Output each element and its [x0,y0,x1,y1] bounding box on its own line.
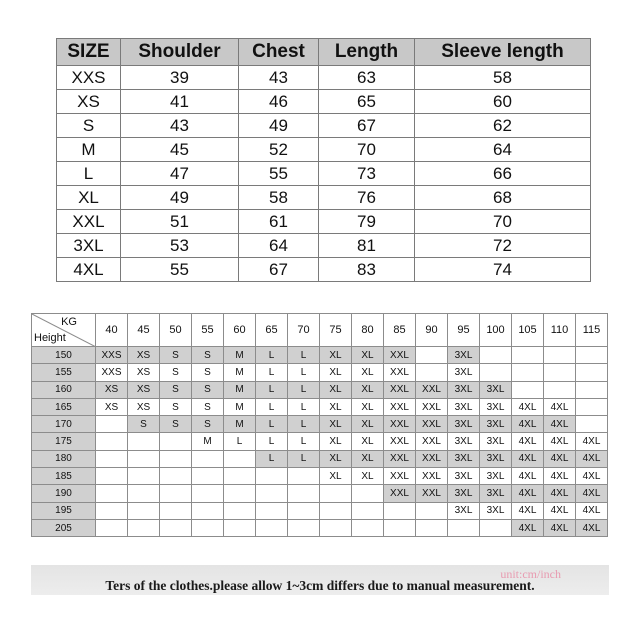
size-recommendation-cell [512,381,544,398]
size-recommendation-cell [192,468,224,485]
size-chart-cell: 43 [239,66,319,90]
size-chart-row [57,234,591,258]
size-recommendation-cell: 4XL [512,416,544,433]
size-recommendation-cell [576,398,608,415]
weight-header-cell: 85 [384,314,416,347]
size-recommendation-cell: M [224,381,256,398]
size-recommendation-cell: XL [320,433,352,450]
size-recommendation-cell [224,485,256,502]
size-recommendation-cell: 3XL [480,381,512,398]
size-recommendation-cell [128,433,160,450]
weight-header-cell: 80 [352,314,384,347]
size-recommendation-cell: 4XL [544,433,576,450]
height-cell: 205 [32,519,96,536]
size-chart-cell: 76 [319,186,415,210]
size-recommendation-cell: L [256,398,288,415]
size-recommendation-cell: XXL [384,450,416,467]
size-recommendation-cell [576,416,608,433]
weight-header-cell: 50 [160,314,192,347]
size-chart-cell: 58 [239,186,319,210]
size-chart-header-cell: Length [319,39,415,66]
size-recommendation-cell: XXL [384,398,416,415]
size-chart-cell: M [57,138,121,162]
size-recommendation-cell: XXL [416,450,448,467]
size-recommendation-cell: M [224,364,256,381]
size-recommendation-cell [256,485,288,502]
size-chart-cell: 70 [415,210,591,234]
size-recommendation-cell [224,468,256,485]
size-recommendation-cell: 4XL [512,398,544,415]
size-recommendation-cell: XXL [416,381,448,398]
size-recommendation-cell: S [192,364,224,381]
size-recommendation-cell: 3XL [480,398,512,415]
size-recommendation-cell: XXL [384,416,416,433]
height-cell: 175 [32,433,96,450]
weight-header-cell: 115 [576,314,608,347]
size-chart-cell: 46 [239,90,319,114]
size-chart-cell: 58 [415,66,591,90]
size-recommendation-cell [128,502,160,519]
size-recommendation-cell: 3XL [448,364,480,381]
size-chart-row [57,186,591,210]
size-recommendation-cell [320,485,352,502]
size-chart-cell: 52 [239,138,319,162]
height-cell: 165 [32,398,96,415]
height-cell: 180 [32,450,96,467]
size-chart-cell: 64 [415,138,591,162]
size-recommendation-cell: XS [96,398,128,415]
size-recommendation-cell: XXL [384,364,416,381]
size-recommendation-cell: XXS [96,347,128,364]
size-recommendation-cell: XXL [384,381,416,398]
size-recommendation-cell [224,502,256,519]
size-chart-cell: 74 [415,258,591,282]
size-chart-cell: 63 [319,66,415,90]
size-recommendation-cell [416,364,448,381]
size-recommendation-cell [160,468,192,485]
size-recommendation-cell [96,502,128,519]
weight-header-row [32,314,608,347]
size-recommendation-cell: L [288,450,320,467]
size-recommendation-cell: XL [352,398,384,415]
size-chart-cell: 39 [121,66,239,90]
size-recommendation-cell: 3XL [448,398,480,415]
size-chart-cell: 65 [319,90,415,114]
size-recommendation-cell: L [288,433,320,450]
weight-header-cell: 45 [128,314,160,347]
size-recommendation-cell: XXL [416,398,448,415]
size-chart-cell: 51 [121,210,239,234]
size-chart-cell: 72 [415,234,591,258]
size-recommendation-cell: XL [352,450,384,467]
size-recommendation-cell: XXL [416,468,448,485]
size-chart-cell: 55 [121,258,239,282]
size-recommendation-cell: XL [352,364,384,381]
size-recommendation-cell [288,502,320,519]
size-recommendation-cell: 4XL [544,519,576,536]
size-recommendation-cell: L [288,381,320,398]
size-recommendation-cell: 3XL [480,502,512,519]
size-recommendation-cell [544,381,576,398]
size-recommendation-cell [128,485,160,502]
size-recommendation-cell [256,468,288,485]
height-row [32,485,608,502]
size-recommendation-cell [96,485,128,502]
weight-header-cell: 65 [256,314,288,347]
size-recommendation-cell [480,347,512,364]
size-chart-cell: 43 [121,114,239,138]
size-recommendation-cell: XL [352,381,384,398]
size-recommendation-cell: 3XL [480,433,512,450]
size-chart-table [56,38,591,282]
size-recommendation-cell: 4XL [512,485,544,502]
height-row [32,433,608,450]
size-recommendation-cell: 3XL [480,416,512,433]
size-recommendation-cell [544,364,576,381]
size-recommendation-cell [576,381,608,398]
height-cell: 195 [32,502,96,519]
size-chart-cell: XL [57,186,121,210]
size-recommendation-cell: XS [128,398,160,415]
size-chart-cell: 73 [319,162,415,186]
size-recommendation-cell [160,519,192,536]
size-recommendation-cell [128,519,160,536]
size-recommendation-cell [192,519,224,536]
size-recommendation-cell: S [160,381,192,398]
height-cell: 190 [32,485,96,502]
size-recommendation-cell [288,468,320,485]
size-recommendation-cell: XL [320,450,352,467]
size-recommendation-cell: L [256,381,288,398]
size-recommendation-cell: XL [352,347,384,364]
size-recommendation-cell [416,519,448,536]
unit-label: unit:cm/inch [500,567,561,581]
size-recommendation-cell [288,485,320,502]
size-recommendation-cell: S [192,398,224,415]
size-recommendation-cell: XXL [416,433,448,450]
size-recommendation-cell [352,485,384,502]
size-recommendation-cell [160,485,192,502]
table-corner-cell [32,314,96,347]
size-recommendation-cell: 4XL [544,485,576,502]
size-recommendation-cell: 3XL [448,347,480,364]
size-recommendation-cell [416,502,448,519]
size-recommendation-cell: L [256,364,288,381]
size-recommendation-cell [224,450,256,467]
size-chart-cell: 83 [319,258,415,282]
size-recommendation-cell [480,364,512,381]
size-recommendation-cell: 4XL [512,519,544,536]
size-chart-header-row [57,39,591,66]
height-axis-label: Height [34,332,66,344]
size-chart-cell: 55 [239,162,319,186]
size-recommendation-cell: L [256,416,288,433]
size-chart-row [57,114,591,138]
size-recommendation-cell: 3XL [448,381,480,398]
size-recommendation-cell [96,519,128,536]
size-recommendation-cell: S [192,416,224,433]
size-recommendation-cell [192,450,224,467]
size-recommendation-cell: M [192,433,224,450]
size-recommendation-cell [576,347,608,364]
size-recommendation-cell [160,450,192,467]
weight-header-cell: 75 [320,314,352,347]
height-row [32,502,608,519]
size-recommendation-cell [320,502,352,519]
size-chart-cell: 79 [319,210,415,234]
height-cell: 185 [32,468,96,485]
size-chart-header-cell: SIZE [57,39,121,66]
size-chart-cell: XXS [57,66,121,90]
size-recommendation-cell: 4XL [544,450,576,467]
size-recommendation-cell: L [224,433,256,450]
size-recommendation-cell: XXL [384,433,416,450]
weight-header-cell: 90 [416,314,448,347]
size-recommendation-cell: M [224,416,256,433]
size-recommendation-cell: 3XL [480,450,512,467]
size-chart-cell: 45 [121,138,239,162]
size-chart-cell: 66 [415,162,591,186]
height-row [32,364,608,381]
size-chart-cell: 61 [239,210,319,234]
size-recommendation-cell: XXS [96,364,128,381]
size-recommendation-cell: 3XL [480,468,512,485]
size-recommendation-cell: S [160,398,192,415]
size-recommendation-cell: 3XL [448,433,480,450]
size-recommendation-cell: XL [320,416,352,433]
size-chart-cell: S [57,114,121,138]
size-chart-cell: 3XL [57,234,121,258]
size-chart-cell: XS [57,90,121,114]
size-chart-cell: 49 [239,114,319,138]
size-recommendation-cell: XL [320,347,352,364]
size-recommendation-cell: L [256,347,288,364]
size-recommendation-cell: XS [128,381,160,398]
size-recommendation-cell [224,519,256,536]
size-recommendation-cell [416,347,448,364]
size-recommendation-cell: 4XL [576,519,608,536]
size-recommendation-cell [352,502,384,519]
size-recommendation-cell: L [288,347,320,364]
size-recommendation-cell: XXL [416,416,448,433]
size-chart-row [57,66,591,90]
size-recommendation-cell: 3XL [448,416,480,433]
size-recommendation-cell: 4XL [512,468,544,485]
size-recommendation-cell: XL [352,416,384,433]
height-cell: 155 [32,364,96,381]
size-recommendation-cell: 4XL [576,485,608,502]
size-chart-row [57,90,591,114]
size-recommendation-cell: S [160,416,192,433]
height-row [32,468,608,485]
size-recommendation-cell [256,502,288,519]
size-recommendation-cell: L [288,364,320,381]
size-recommendation-cell: M [224,347,256,364]
size-chart-cell: XXL [57,210,121,234]
size-recommendation-cell: 3XL [448,485,480,502]
size-recommendation-cell: 4XL [576,502,608,519]
size-chart-cell: 47 [121,162,239,186]
size-chart-cell: 68 [415,186,591,210]
size-recommendation-cell: XL [352,468,384,485]
weight-header-cell: 60 [224,314,256,347]
weight-axis-label: KG [61,316,77,328]
weight-header-cell: 110 [544,314,576,347]
size-chart-row [57,210,591,234]
size-recommendation-cell [544,347,576,364]
size-recommendation-cell: 3XL [448,468,480,485]
size-chart-cell: 60 [415,90,591,114]
measurement-note: Ters of the clothes.please allow 1~3cm differs due to manual measurement. [105,578,535,593]
size-chart-cell: 64 [239,234,319,258]
size-recommendation-cell: L [256,450,288,467]
size-chart-cell: 53 [121,234,239,258]
size-recommendation-cell: 4XL [576,468,608,485]
size-recommendation-cell: XL [320,364,352,381]
size-recommendation-cell: L [288,398,320,415]
size-chart-cell: 67 [319,114,415,138]
size-recommendation-cell: XL [320,398,352,415]
size-recommendation-cell [512,347,544,364]
size-recommendation-cell: S [192,381,224,398]
size-chart-cell: 70 [319,138,415,162]
size-recommendation-cell [288,519,320,536]
size-recommendation-cell: 4XL [544,468,576,485]
weight-header-cell: 55 [192,314,224,347]
size-recommendation-cell [256,519,288,536]
size-recommendation-cell: 3XL [448,502,480,519]
size-recommendation-cell: XL [320,468,352,485]
size-chart-cell: L [57,162,121,186]
weight-header-cell: 70 [288,314,320,347]
size-recommendation-cell: XS [96,381,128,398]
size-recommendation-cell: S [160,364,192,381]
size-recommendation-cell [128,468,160,485]
size-recommendation-cell: 4XL [544,416,576,433]
size-recommendation-cell [576,364,608,381]
height-weight-table [31,313,608,537]
size-recommendation-cell: XS [128,347,160,364]
size-recommendation-cell: 4XL [544,502,576,519]
size-chart-cell: 4XL [57,258,121,282]
size-chart-cell: 41 [121,90,239,114]
size-recommendation-cell: 4XL [576,450,608,467]
height-row [32,416,608,433]
footer-banner [31,565,609,595]
size-recommendation-cell [96,416,128,433]
size-recommendation-cell: S [160,347,192,364]
size-chart-header-cell: Shoulder [121,39,239,66]
size-recommendation-cell: S [192,347,224,364]
weight-header-cell: 100 [480,314,512,347]
size-recommendation-cell: XS [128,364,160,381]
size-recommendation-cell: XXL [384,485,416,502]
size-recommendation-cell [480,519,512,536]
size-recommendation-cell [192,502,224,519]
size-recommendation-cell: XXL [384,468,416,485]
size-recommendation-cell [320,519,352,536]
height-row [32,398,608,415]
size-recommendation-cell [352,519,384,536]
size-recommendation-cell: 4XL [512,502,544,519]
size-recommendation-cell [512,364,544,381]
height-cell: 170 [32,416,96,433]
size-recommendation-cell [384,502,416,519]
height-row [32,450,608,467]
weight-header-cell: 105 [512,314,544,347]
size-recommendation-cell: 3XL [480,485,512,502]
size-recommendation-cell: XL [320,381,352,398]
size-recommendation-cell [384,519,416,536]
weight-header-cell: 95 [448,314,480,347]
size-recommendation-cell: XL [352,433,384,450]
size-recommendation-cell [128,450,160,467]
size-chart-row [57,162,591,186]
size-recommendation-cell: 4XL [544,398,576,415]
size-chart-header-cell: Chest [239,39,319,66]
size-chart-row [57,258,591,282]
size-recommendation-cell: 4XL [576,433,608,450]
size-chart-cell: 67 [239,258,319,282]
size-recommendation-cell [96,450,128,467]
height-cell: 150 [32,347,96,364]
height-row [32,381,608,398]
height-row [32,347,608,364]
size-recommendation-cell [160,433,192,450]
size-recommendation-cell [96,468,128,485]
size-recommendation-cell: M [224,398,256,415]
size-recommendation-cell: L [256,433,288,450]
size-recommendation-cell: 3XL [448,450,480,467]
size-chart-row [57,138,591,162]
height-cell: 160 [32,381,96,398]
size-recommendation-cell [192,485,224,502]
size-recommendation-cell: 4XL [512,450,544,467]
size-chart-header-cell: Sleeve length [415,39,591,66]
size-recommendation-cell: L [288,416,320,433]
size-recommendation-cell [448,519,480,536]
size-recommendation-cell [96,433,128,450]
size-chart-cell: 49 [121,186,239,210]
size-recommendation-cell: S [128,416,160,433]
height-row [32,519,608,536]
size-recommendation-cell: XXL [384,347,416,364]
size-recommendation-cell [160,502,192,519]
size-recommendation-cell: XXL [416,485,448,502]
weight-header-cell: 40 [96,314,128,347]
size-chart-cell: 62 [415,114,591,138]
size-recommendation-cell: 4XL [512,433,544,450]
size-chart-cell: 81 [319,234,415,258]
